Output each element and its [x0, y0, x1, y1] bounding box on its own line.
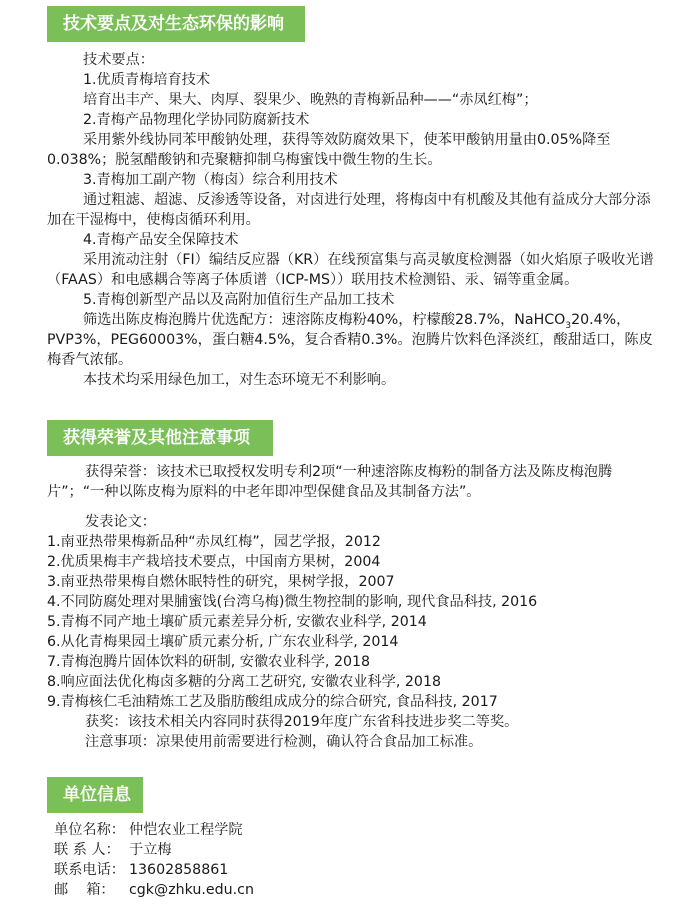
unit-name-label: 单位名称： — [54, 822, 125, 838]
contact-value: 于立梅 — [129, 842, 172, 858]
notes: 注意事项：凉果使用前需要进行检测，确认符合食品加工标准。 — [85, 734, 483, 750]
honors-content — [47, 462, 657, 752]
item5-text-a: 筛选出陈皮梅泡腾片优选配方：速溶陈皮梅粉40%，柠檬酸28.7%，NaHCO — [83, 312, 566, 328]
section-header-unit: 单位信息 — [47, 777, 143, 813]
item1-text: 培育出丰产、果大、肉厚、裂果少、晚熟的青梅新品种——“赤凤红梅”； — [83, 92, 538, 108]
email-value[interactable]: cgk@zhku.edu.cn — [129, 882, 254, 898]
paper-item: 5.青梅不同产地土壤矿质元素差异分析, 安徽农业科学, 2014 — [47, 614, 427, 630]
paper-item: 8.响应面法优化梅卤多糖的分离工艺研究, 安徽农业科学, 2018 — [47, 674, 441, 690]
item5-subscript: 3 — [565, 320, 572, 331]
paper-item: 3.南亚热带果梅自燃休眠特性的研究，果树学报，2007 — [47, 574, 395, 590]
section-header-tech: 技术要点及对生态环保的影响 — [47, 6, 305, 42]
item2-text: 采用紫外线协同苯甲酸钠处理，获得等效防腐效果下，使苯甲酸钠用量由0.05%降至0.038%；脱氢醋酸钠和壳聚糖抑制乌梅蜜饯中微生物的生长。 — [47, 132, 611, 168]
paper-item: 2.优质果梅丰产栽培技术要点，中国南方果树，2004 — [47, 554, 381, 570]
email-row — [54, 880, 664, 900]
email-label: 邮 箱： — [54, 882, 115, 898]
paper-item: 7.青梅泡腾片固体饮料的研制, 安徽农业科学, 2018 — [47, 654, 371, 670]
item5-text — [47, 310, 657, 370]
item2-title: 2.青梅产品物理化学协同防腐新技术 — [83, 112, 310, 128]
paper-item: 4.不同防腐处理对果脯蜜饯(台湾乌梅)微生物控制的影响, 现代食品科技, 2016 — [47, 594, 538, 610]
papers-list — [47, 532, 657, 712]
section-header-honors: 获得荣誉及其他注意事项 — [47, 420, 273, 456]
unit-name-value: 仲恺农业工程学院 — [129, 822, 243, 838]
eco-statement: 本技术均采用绿色加工，对生态环境无不利影响。 — [83, 372, 396, 388]
item3-text: 通过粗滤、超滤、反渗透等设备，对卤进行处理，将梅卤中有机酸及其他有益成分大部分添加在干湿梅中，使梅卤循环利用。 — [47, 192, 651, 228]
award-2019: 获奖：该技术相关内容同时获得2019年度广东省科技进步奖二等奖。 — [85, 714, 519, 730]
item5-title: 5.青梅创新型产品以及高附加值衍生产品加工技术 — [83, 292, 395, 308]
contact-label: 联 系 人： — [54, 842, 120, 858]
paper-item: 6.从化青梅果园土壤矿质元素分析, 广东农业科学, 2014 — [47, 634, 399, 650]
item1-title: 1.优质青梅培育技术 — [83, 72, 211, 88]
paper-item: 9.青梅核仁毛油精炼工艺及脂肪酸组成成分的综合研究, 食品科技, 2017 — [47, 694, 498, 710]
item5-text-b: 20.4%，PVP3%，PEG60003%，蛋白糖4.5%，复合香精0.3%。泡腾片饮料色泽淡红，酸甜适口，陈皮梅香气浓郁。 — [47, 312, 653, 368]
award-intro: 获得荣誉：该技术已取授权发明专利2项“一种速溶陈皮梅粉的制备方法及陈皮梅泡腾片”；“一种以陈皮梅为原料的中老年即冲型保健食品及其制备方法”。 — [47, 464, 613, 500]
item3-title: 3.青梅加工副产物（梅卤）综合利用技术 — [83, 172, 338, 188]
unit-name-row — [54, 820, 664, 840]
unit-info — [54, 820, 664, 900]
item4-text: 采用流动注射（FI）编结反应器（KR）在线预富集与高灵敏度检测器（如火焰原子吸收光谱（FAAS）和电感耦合等离子体质谱（ICP-MS））联用技术检测铅、汞、镉等重金属。 — [47, 252, 654, 288]
phone-label: 联系电话： — [54, 862, 125, 878]
tech-intro: 技术要点： — [83, 52, 154, 68]
phone-row — [54, 860, 664, 880]
contact-row — [54, 840, 664, 860]
phone-value: 13602858861 — [129, 862, 229, 878]
tech-content — [47, 50, 657, 390]
paper-item: 1.南亚热带果梅新品种“赤凤红梅”，园艺学报，2012 — [47, 534, 381, 550]
item4-title: 4.青梅产品安全保障技术 — [83, 232, 239, 248]
papers-label: 发表论文： — [85, 514, 156, 530]
